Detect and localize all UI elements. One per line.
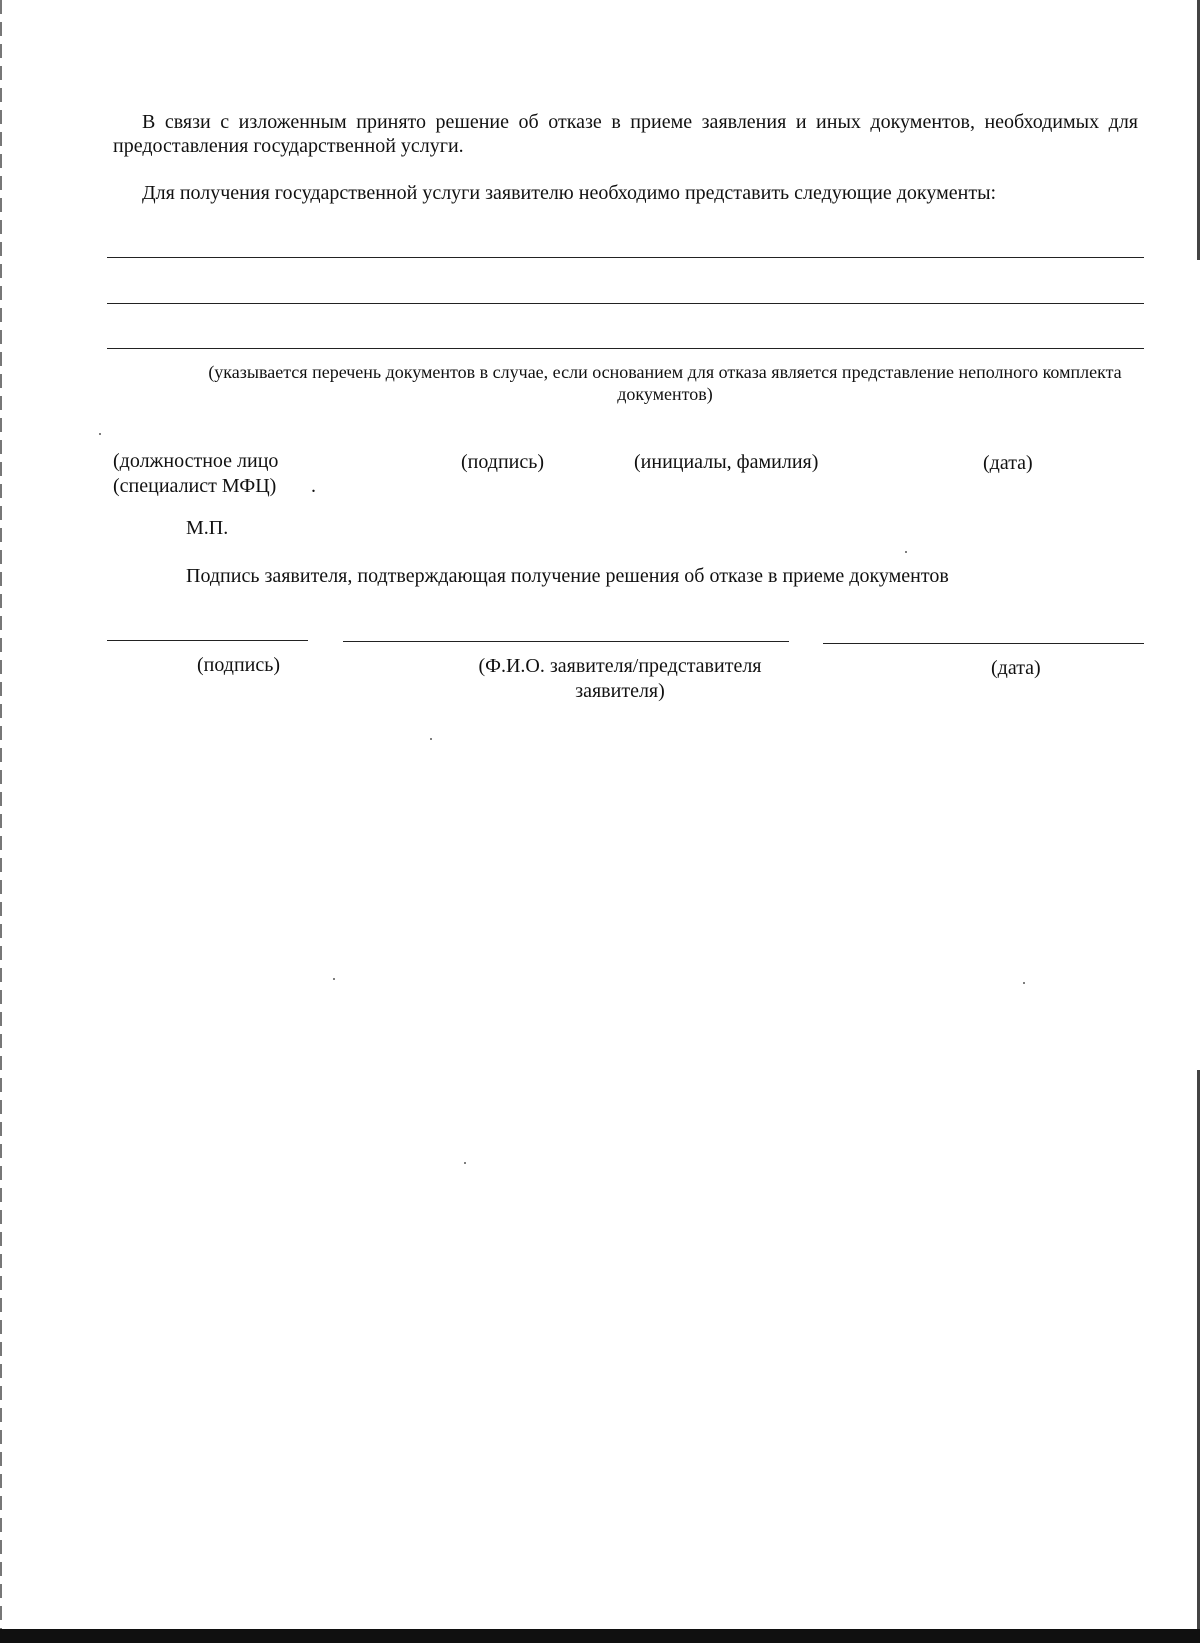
required-documents-paragraph: Для получения государственной услуги заявителю необходимо представить следующие документы: — [142, 182, 997, 204]
scan-speck — [464, 1162, 466, 1164]
official-date-label: (дата) — [983, 452, 1033, 474]
documents-list-caption: (указывается перечень документов в случае, если основанием для отказа является представление неполного комплекта документов) — [208, 362, 1122, 404]
official-position-label: (должностное лицо (специалист МФЦ) — [113, 450, 279, 497]
applicant-name-label: (Ф.И.О. заявителя/представителя заявителя) — [478, 655, 762, 702]
applicant-confirmation-text: Подпись заявителя, подтверждающая получение решения об отказе в приеме документов — [186, 565, 949, 587]
applicant-name-line — [343, 641, 789, 642]
scan-speck — [333, 978, 335, 980]
applicant-signature-label: (подпись) — [197, 654, 281, 676]
refusal-decision-paragraph: В связи с изложенным принято решение об отказе в приеме заявления и иных документов, необходимых для предоставления государственной услуги. — [113, 111, 1138, 157]
applicant-signature-line — [107, 640, 308, 641]
official-signature-label: (подпись) — [461, 451, 545, 473]
scan-speck — [905, 551, 907, 553]
documents-line-3 — [107, 348, 1144, 349]
scan-speck — [99, 433, 101, 435]
official-initials-label: (инициалы, фамилия) — [634, 451, 819, 473]
scan-bottom-edge — [0, 1629, 1200, 1643]
scan-speck — [430, 738, 432, 740]
documents-line-2 — [107, 303, 1144, 304]
seal-label: М.П. — [186, 517, 229, 539]
scan-left-edge — [0, 0, 2, 1643]
applicant-date-label: (дата) — [991, 657, 1041, 679]
applicant-date-line — [823, 643, 1144, 644]
scan-speck — [1023, 982, 1025, 984]
stray-dot: . — [311, 475, 316, 497]
documents-line-1 — [107, 257, 1144, 258]
